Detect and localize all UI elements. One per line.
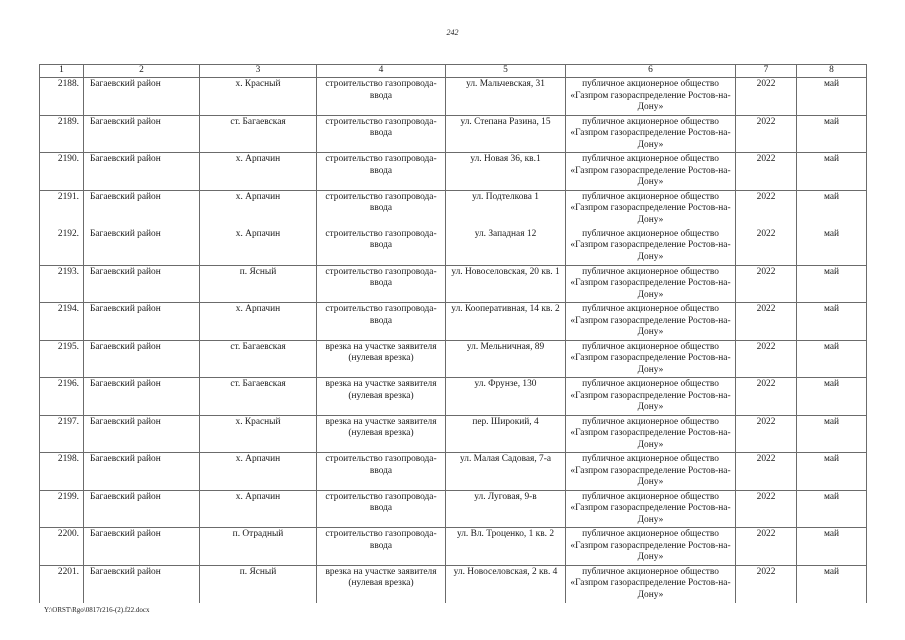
month-cell: май: [797, 528, 867, 566]
footer-file-path: Y:\ORST\Rgo\0817r216-(2).f22.docx: [44, 606, 150, 614]
address-cell: ул. Кооперативная, 14 кв. 2: [446, 303, 566, 341]
month-cell: май: [797, 303, 867, 341]
year-cell: 2022: [736, 153, 797, 191]
year-cell: 2022: [736, 115, 797, 153]
table-header-row: [40, 65, 867, 78]
work-type-cell: строительство газопровода-ввода: [317, 115, 446, 153]
month-cell: май: [797, 228, 867, 266]
work-type-cell: строительство газопровода-ввода: [317, 490, 446, 528]
settlement-cell: х. Арпачин: [200, 153, 317, 191]
organization-cell: публичное акционерное общество «Газпром газораспределение Ростов-на-Дону»: [566, 490, 736, 528]
month-cell: май: [797, 115, 867, 153]
organization-cell: публичное акционерное общество «Газпром газораспределение Ростов-на-Дону»: [566, 303, 736, 341]
year-cell: 2022: [736, 265, 797, 303]
table-row: [40, 303, 867, 341]
column-header: 5: [446, 65, 566, 78]
row-number-cell: 2190.: [40, 153, 84, 191]
work-type-cell: строительство газопровода-ввода: [317, 528, 446, 566]
district-cell: Багаевский район: [84, 153, 200, 191]
settlement-cell: х. Арпачин: [200, 303, 317, 341]
settlement-cell: х. Красный: [200, 415, 317, 453]
organization-cell: публичное акционерное общество «Газпром газораспределение Ростов-на-Дону»: [566, 528, 736, 566]
work-type-cell: строительство газопровода-ввода: [317, 453, 446, 491]
district-cell: Багаевский район: [84, 415, 200, 453]
column-header: 8: [797, 65, 867, 78]
address-cell: ул. Подтелкова 1: [446, 190, 566, 228]
row-number-cell: 2200.: [40, 528, 84, 566]
work-schedule-table: [39, 64, 867, 603]
table-row: [40, 378, 867, 416]
row-number-cell: 2197.: [40, 415, 84, 453]
row-number-cell: 2191.: [40, 190, 84, 228]
row-number-cell: 2188.: [40, 78, 84, 116]
work-type-cell: строительство газопровода-ввода: [317, 303, 446, 341]
work-type-cell: врезка на участке заявителя (нулевая врезка): [317, 565, 446, 603]
district-cell: Багаевский район: [84, 490, 200, 528]
table-row: [40, 565, 867, 603]
work-type-cell: врезка на участке заявителя (нулевая врезка): [317, 340, 446, 378]
district-cell: Багаевский район: [84, 78, 200, 116]
table-row: [40, 490, 867, 528]
month-cell: май: [797, 153, 867, 191]
row-number-cell: 2192.: [40, 228, 84, 266]
district-cell: Багаевский район: [84, 528, 200, 566]
address-cell: ул. Новоселовская, 2 кв. 4: [446, 565, 566, 603]
work-type-cell: строительство газопровода-ввода: [317, 228, 446, 266]
organization-cell: публичное акционерное общество «Газпром газораспределение Ростов-на-Дону»: [566, 228, 736, 266]
address-cell: ул. Мельничная, 89: [446, 340, 566, 378]
month-cell: май: [797, 378, 867, 416]
organization-cell: публичное акционерное общество «Газпром газораспределение Ростов-на-Дону»: [566, 78, 736, 116]
row-number-cell: 2198.: [40, 453, 84, 491]
row-number-cell: 2189.: [40, 115, 84, 153]
month-cell: май: [797, 78, 867, 116]
address-cell: ул. Мальчевская, 31: [446, 78, 566, 116]
row-number-cell: 2194.: [40, 303, 84, 341]
district-cell: Багаевский район: [84, 115, 200, 153]
table-body: [40, 78, 867, 603]
organization-cell: публичное акционерное общество «Газпром газораспределение Ростов-на-Дону»: [566, 565, 736, 603]
work-type-cell: врезка на участке заявителя (нулевая врезка): [317, 415, 446, 453]
year-cell: 2022: [736, 565, 797, 603]
address-cell: ул. Степана Разина, 15: [446, 115, 566, 153]
address-cell: ул. Новая 36, кв.1: [446, 153, 566, 191]
settlement-cell: х. Арпачин: [200, 190, 317, 228]
table-row: [40, 265, 867, 303]
address-cell: пер. Широкий, 4: [446, 415, 566, 453]
year-cell: 2022: [736, 415, 797, 453]
table-row: [40, 228, 867, 266]
year-cell: 2022: [736, 528, 797, 566]
district-cell: Багаевский район: [84, 265, 200, 303]
settlement-cell: ст. Багаевская: [200, 340, 317, 378]
district-cell: Багаевский район: [84, 303, 200, 341]
page-number: 242: [446, 28, 459, 37]
table-row: [40, 78, 867, 116]
organization-cell: публичное акционерное общество «Газпром газораспределение Ростов-на-Дону»: [566, 190, 736, 228]
month-cell: май: [797, 565, 867, 603]
district-cell: Багаевский район: [84, 190, 200, 228]
year-cell: 2022: [736, 490, 797, 528]
month-cell: май: [797, 265, 867, 303]
column-header: 2: [84, 65, 200, 78]
year-cell: 2022: [736, 228, 797, 266]
row-number-cell: 2199.: [40, 490, 84, 528]
row-number-cell: 2195.: [40, 340, 84, 378]
settlement-cell: х. Арпачин: [200, 228, 317, 266]
year-cell: 2022: [736, 453, 797, 491]
column-header: 4: [317, 65, 446, 78]
month-cell: май: [797, 490, 867, 528]
district-cell: Багаевский район: [84, 453, 200, 491]
settlement-cell: п. Отрадный: [200, 528, 317, 566]
row-number-cell: 2196.: [40, 378, 84, 416]
address-cell: ул. Луговая, 9-в: [446, 490, 566, 528]
table-row: [40, 190, 867, 228]
address-cell: ул. Малая Садовая, 7-а: [446, 453, 566, 491]
organization-cell: публичное акционерное общество «Газпром газораспределение Ростов-на-Дону»: [566, 340, 736, 378]
address-cell: ул. Новоселовская, 20 кв. 1: [446, 265, 566, 303]
year-cell: 2022: [736, 78, 797, 116]
month-cell: май: [797, 340, 867, 378]
month-cell: май: [797, 190, 867, 228]
work-type-cell: строительство газопровода-ввода: [317, 153, 446, 191]
month-cell: май: [797, 453, 867, 491]
work-type-cell: строительство газопровода-ввода: [317, 265, 446, 303]
organization-cell: публичное акционерное общество «Газпром газораспределение Ростов-на-Дону»: [566, 115, 736, 153]
organization-cell: публичное акционерное общество «Газпром газораспределение Ростов-на-Дону»: [566, 378, 736, 416]
settlement-cell: ст. Багаевская: [200, 378, 317, 416]
organization-cell: публичное акционерное общество «Газпром газораспределение Ростов-на-Дону»: [566, 453, 736, 491]
year-cell: 2022: [736, 303, 797, 341]
year-cell: 2022: [736, 190, 797, 228]
work-type-cell: строительство газопровода-ввода: [317, 190, 446, 228]
organization-cell: публичное акционерное общество «Газпром газораспределение Ростов-на-Дону»: [566, 153, 736, 191]
district-cell: Багаевский район: [84, 378, 200, 416]
table-row: [40, 115, 867, 153]
district-cell: Багаевский район: [84, 340, 200, 378]
district-cell: Багаевский район: [84, 228, 200, 266]
table-row: [40, 340, 867, 378]
column-header: 1: [40, 65, 84, 78]
settlement-cell: ст. Багаевская: [200, 115, 317, 153]
column-header: 7: [736, 65, 797, 78]
month-cell: май: [797, 415, 867, 453]
settlement-cell: п. Ясный: [200, 565, 317, 603]
settlement-cell: х. Арпачин: [200, 490, 317, 528]
district-cell: Багаевский район: [84, 565, 200, 603]
row-number-cell: 2193.: [40, 265, 84, 303]
year-cell: 2022: [736, 340, 797, 378]
address-cell: ул. Вл. Троценко, 1 кв. 2: [446, 528, 566, 566]
settlement-cell: п. Ясный: [200, 265, 317, 303]
table-row: [40, 528, 867, 566]
column-header: 3: [200, 65, 317, 78]
address-cell: ул. Фрунзе, 130: [446, 378, 566, 416]
work-type-cell: врезка на участке заявителя (нулевая врезка): [317, 378, 446, 416]
year-cell: 2022: [736, 378, 797, 416]
column-header: 6: [566, 65, 736, 78]
address-cell: ул. Западная 12: [446, 228, 566, 266]
organization-cell: публичное акционерное общество «Газпром газораспределение Ростов-на-Дону»: [566, 265, 736, 303]
table-row: [40, 453, 867, 491]
table-row: [40, 415, 867, 453]
settlement-cell: х. Арпачин: [200, 453, 317, 491]
organization-cell: публичное акционерное общество «Газпром газораспределение Ростов-на-Дону»: [566, 415, 736, 453]
settlement-cell: х. Красный: [200, 78, 317, 116]
table-row: [40, 153, 867, 191]
work-type-cell: строительство газопровода-ввода: [317, 78, 446, 116]
row-number-cell: 2201.: [40, 565, 84, 603]
